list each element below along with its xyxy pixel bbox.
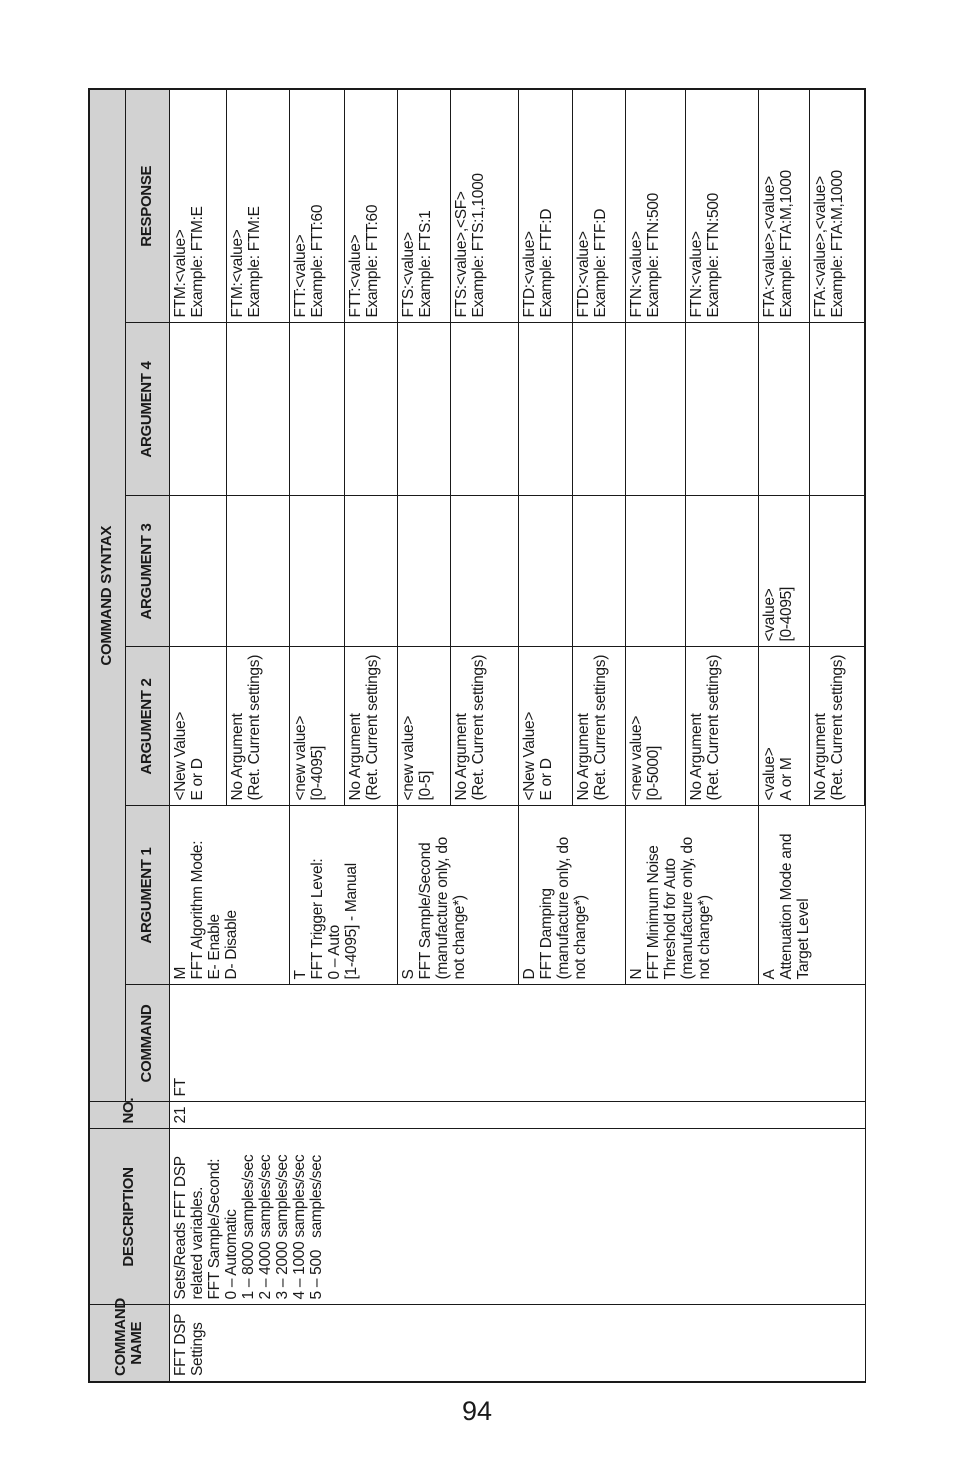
argument-4-cell (758, 323, 809, 496)
argument-3-cell (625, 496, 685, 647)
header-command: COMMAND (125, 985, 169, 1102)
response-cell: FTD:<value> Example: FTF:D (518, 89, 572, 323)
argument-4-cell (572, 323, 625, 496)
response-cell: FTA:<value>,<value> Example: FTA:M,1000 (758, 89, 809, 323)
header-description: DESCRIPTION (89, 1129, 169, 1305)
description-cell: Sets/Reads FFT DSP related variables. FFT Sample/Second: 0 – Automatic 1 – 8000 samples/sec 2 – 4000 samples/sec 3 – 2000 samples/sec 4 – 1000 samples/sec 5 – 500 samples/sec (169, 1129, 865, 1305)
argument-2-cell: No Argument (Ret. Current settings) (685, 647, 758, 806)
argument-1-cell: M FFT Algorithm Mode: E- Enable D- Disable (169, 806, 289, 985)
argument-1-cell: D FFT Damping (manufacture only, do not change*) (518, 806, 625, 985)
response-cell: FTN:<value> Example: FTN:500 (625, 89, 685, 323)
response-cell: FTM:<value> Example: FTM:E (169, 89, 226, 323)
response-cell: FTD:<value> Example: FTF:D (572, 89, 625, 323)
header-no: NO. (89, 1102, 169, 1129)
argument-4-cell (397, 323, 450, 496)
header-argument-4: ARGUMENT 4 (125, 323, 169, 496)
argument-4-cell (625, 323, 685, 496)
argument-2-cell: No Argument (Ret. Current settings) (809, 647, 865, 806)
argument-4-cell (226, 323, 289, 496)
response-cell: FTM:<value> Example: FTM:E (226, 89, 289, 323)
argument-3-cell (809, 496, 865, 647)
argument-4-cell (344, 323, 397, 496)
argument-3-cell (226, 496, 289, 647)
header-argument-2: ARGUMENT 2 (125, 647, 169, 806)
argument-3-cell (450, 496, 518, 647)
response-cell: FTS:<value>,<SF> Example: FTS:1,1000 (450, 89, 518, 323)
argument-3-cell (169, 496, 226, 647)
argument-2-cell: No Argument (Ret. Current settings) (344, 647, 397, 806)
argument-2-cell: <New Value> E or D (518, 647, 572, 806)
number-cell: 21 (169, 1102, 865, 1129)
response-cell: FTN:<value> Example: FTN:500 (685, 89, 758, 323)
argument-3-cell: <value> [0-4095] (758, 496, 809, 647)
response-cell: FTA:<value>,<value> Example: FTA:M,1000 (809, 89, 865, 323)
argument-2-cell: <new value> [0-5] (397, 647, 450, 806)
header-response: RESPONSE (125, 89, 169, 323)
argument-4-cell (809, 323, 865, 496)
command-cell: FT (169, 985, 865, 1102)
command-name-cell: FFT DSP Settings (169, 1305, 865, 1382)
argument-1-cell: S FFT Sample/Second (manufacture only, do not change*) (397, 806, 518, 985)
argument-2-cell: <new value> [0-4095] (289, 647, 344, 806)
argument-4-cell (169, 323, 226, 496)
response-cell: FTS:<value> Example: FTS:1 (397, 89, 450, 323)
header-argument-1: ARGUMENT 1 (125, 806, 169, 985)
argument-1-cell: A Attenuation Mode and Target Level (758, 806, 865, 985)
header-argument-3: ARGUMENT 3 (125, 496, 169, 647)
argument-3-cell (572, 496, 625, 647)
argument-4-cell (289, 323, 344, 496)
argument-2-cell: No Argument (Ret. Current settings) (226, 647, 289, 806)
argument-2-cell: <New Value> E or D (169, 647, 226, 806)
argument-3-cell (289, 496, 344, 647)
response-cell: FTT:<value> Example: FTT:60 (289, 89, 344, 323)
argument-2-cell: <new value> [0-5000] (625, 647, 685, 806)
argument-4-cell (450, 323, 518, 496)
argument-3-cell (397, 496, 450, 647)
argument-4-cell (518, 323, 572, 496)
header-command-name: COMMAND NAME (89, 1305, 169, 1382)
argument-3-cell (518, 496, 572, 647)
argument-2-cell: No Argument (Ret. Current settings) (572, 647, 625, 806)
page-number: 94 (461, 1396, 493, 1426)
argument-1-cell: N FFT Minimum Noise Threshold for Auto (manufacture only, do not change*) (625, 806, 758, 985)
command-table-rotated (88, 90, 864, 1383)
response-cell: FTT:<value> Example: FTT:60 (344, 89, 397, 323)
argument-3-cell (344, 496, 397, 647)
argument-2-cell: <value> A or M (758, 647, 809, 806)
header-command-syntax: COMMAND SYNTAX (89, 89, 125, 1102)
argument-3-cell (685, 496, 758, 647)
argument-1-cell: T FFT Trigger Level: 0 – Auto [1-4095] - Manual (289, 806, 397, 985)
command-table (88, 88, 866, 1383)
argument-2-cell: No Argument (Ret. Current settings) (450, 647, 518, 806)
argument-4-cell (685, 323, 758, 496)
